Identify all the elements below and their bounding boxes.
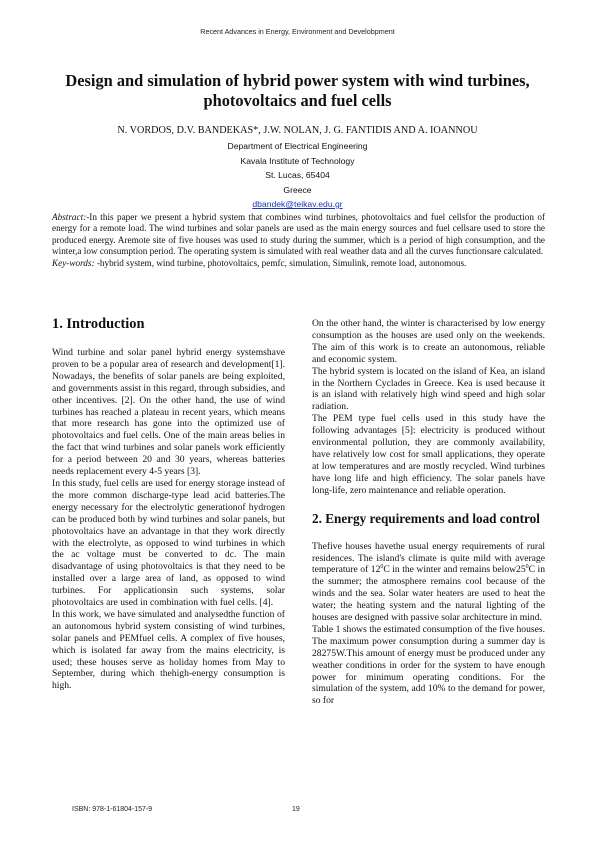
intro-paragraph-1: Wind turbine and solar panel hybrid energy systemshave proven to be a popular area of research and development[1]. Nowadays, the benefits of solar panels are being exploited, and governments assist in this regard, through subsidies, and other incentives. [2]. On the other hand, the use of wind turbines has reached a plateau in recent years, which means that more research has gone into the optimized use of photovoltaics and fuel cells. One of the main areas belies in the fact that wind turbines and solar panels work efficiently for a period between 20 and 30 years, whereas batteries needs replacement every 4-5 years [3]. bbox=[52, 347, 285, 478]
title-line-2: photovoltaics and fuel cells bbox=[203, 91, 392, 110]
footer-page-number: 19 bbox=[292, 806, 300, 813]
footer-isbn: ISBN: 978-1-61804-157-9 bbox=[72, 806, 153, 813]
abstract-text: -In this paper we present a hybrid system that combines wind turbines, photovoltaics and fuel cellsfor the production of energy for a remote load. The wind turbines and solar panels are used as the main energy sources and fuel cellsare used to store the produced energy. Aremote site of five houses was used to study during the summer, which is a period of high consumption, and the winter,a low consumption period. The operating system is simulated with real weather data and all the curves functionsare calculated. bbox=[52, 212, 545, 257]
authors: N. VORDOS, D.V. BANDEKAS*, J.W. NOLAN, J. G. FANTIDIS AND A. IOANNOU bbox=[117, 125, 478, 136]
intro-paragraph-2: In this study, fuel cells are used for energy storage instead of the more common discharge-type lead acid batteries.The energy necessary for the electrolytic generationof hydrogen can be produced both by wind turbines and solar panels, but photovoltaics have an advantage in that they work directly with the electrolyte, as opposed to wind turbines in which the ac voltage must be converted to dc. The main disadvantage of using photovoltaics is that they need to be installed over a large area of land, as opposed to wind turbines. For applicationsin such systems, solar photovoltaics are used in combination with fuel cells. [4]. bbox=[52, 477, 285, 609]
col2-paragraph-3: The PEM type fuel cells used in this study have the following advantages [5]: electricity is produced without environmental pollution, they are commonly availability, have relatively low cost for small applications, they operate at low temperatures and are mostly recycled. Wind turbines have long life and high efficiency. The solar panels have long-life, zero maintenance and reliable operation. bbox=[312, 413, 545, 496]
running-header: Recent Advances in Energy, Environment and Develobpment bbox=[200, 27, 395, 36]
paper-title bbox=[40, 71, 555, 111]
right-column bbox=[312, 318, 545, 707]
affiliation-country: Greece bbox=[283, 184, 312, 195]
left-column bbox=[52, 316, 285, 692]
title-line-1: Design and simulation of hybrid power system with wind turbines, bbox=[65, 71, 530, 90]
col2-paragraph-1: On the other hand, the winter is characterised by low energy consumption as the houses are used only on the weekends. The aim of this work is to create an autonomous, reliable and economic system. bbox=[312, 318, 545, 365]
col2-paragraph-2: The hybrid system is located on the island of Kea, an island in the Northern Cyclades in Greece. Kea is used because it is an island with relatively high wind speed and high solar radiation. bbox=[312, 365, 545, 413]
keywords-label: Key-words: bbox=[52, 257, 95, 268]
energy-paragraph-1: Thefive houses havethe usual energy requirements of rural residences. The island's climate is quite mild with average temperature of $12^0C$ in the winter and remains $below25^0C$ in the summer; the atmosphere remains cool because of the winds and the sea. Solar water heaters are used to heat the water; the heating system and the natural lighting of the houses are designed with passive solar architecture in mind. bbox=[312, 540, 545, 624]
keywords-text: -hybrid system, wind turbine, photovoltaics, pemfc, simulation, Simulink, remote load, autonomous. bbox=[94, 257, 467, 268]
intro-paragraph-3: In this work, we have simulated and analysedthe function of an autonomous hybrid system consisting of wind turbines, solar panels and PEMfuel cells. A complex of five houses, which is isolated far away from the mains electricity, is used; these houses serve as holiday homes from May to September, during which thehigh-energy consumption is high. bbox=[52, 608, 285, 692]
abstract-label: Abstract: bbox=[52, 212, 87, 222]
section-heading-introduction: 1. Introduction bbox=[52, 316, 145, 332]
abstract bbox=[52, 212, 545, 269]
affiliation-institute: Kavala Institute of Technology bbox=[240, 155, 355, 166]
section-heading-energy-requirements: 2. Energy requirements and load control bbox=[312, 510, 540, 526]
affiliation-address: St. Lucas, 65404 bbox=[265, 170, 330, 180]
energy-paragraph-2: Table 1 shows the estimated consumption of the five houses. The maximum power consumption during a summer day is 28275W.This amount of energy must be produced under any weather conditions in order for the system to have enough power for minimum operating conditions. For the simulation of the system, add 10% to the demand for power, so for bbox=[312, 623, 545, 707]
affiliation bbox=[40, 139, 555, 212]
email-link[interactable]: dbandek@teikav.edu.gr bbox=[252, 199, 343, 209]
affiliation-department: Department of Electrical Engineering bbox=[227, 141, 368, 151]
